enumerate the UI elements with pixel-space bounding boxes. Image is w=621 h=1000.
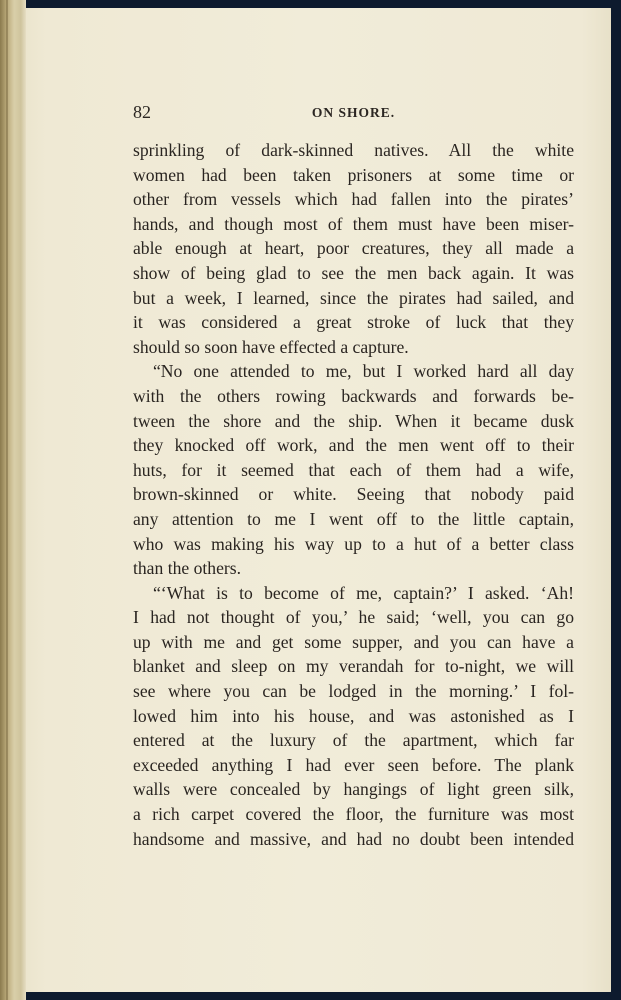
text-line: up with me and get some supper, and you can have a: [133, 631, 574, 652]
text-line: entered at the luxury of the apartment, which far: [133, 730, 574, 751]
body-text: [133, 138, 574, 851]
text-line: blanket and sleep on my verandah for to-night, we will: [133, 656, 574, 677]
page-number: 82: [133, 102, 151, 122]
text-line: women had been taken prisoners at some time or: [133, 164, 574, 185]
text-line: “‘What is to become of me, captain?’ I asked. ‘Ah!: [153, 582, 574, 603]
text-line: able enough at heart, poor creatures, they all made a: [133, 238, 574, 259]
text-line: I had not thought of you,’ he said; ‘well, you can go: [133, 607, 574, 628]
book-spine-edge: [0, 0, 26, 1000]
text-line: than the others.: [133, 558, 241, 579]
text-line: lowed him into his house, and was astonished as I: [133, 705, 574, 726]
text-line: they knocked off work, and the men went off to their: [133, 435, 574, 456]
text-line: it was considered a great stroke of luck that they: [133, 312, 574, 333]
text-line: sprinkling of dark-skinned natives. All the white: [133, 140, 574, 160]
text-line: a rich carpet covered the floor, the furniture was most: [133, 804, 574, 825]
text-line: but a week, I learned, since the pirates had sailed, and: [133, 287, 574, 308]
page-edge-shadow: [611, 0, 621, 1000]
text-line: huts, for it seemed that each of them had a wife,: [133, 459, 574, 480]
text-line: hands, and though most of them must have been miser-: [133, 213, 574, 234]
text-line: should so soon have effected a capture.: [133, 336, 409, 357]
text-line: with the others rowing backwards and forwards be-: [133, 385, 574, 406]
text-line: tween the shore and the ship. When it became dusk: [133, 410, 574, 431]
text-line: walls were concealed by hangings of light green silk,: [133, 779, 574, 800]
text-line: show of being glad to see the men back again. It was: [133, 262, 574, 283]
text-line: handsome and massive, and had no doubt been intended: [133, 828, 574, 849]
text-line: “No one attended to me, but I worked hard all day: [153, 361, 574, 382]
text-line: brown-skinned or white. Seeing that nobody paid: [133, 484, 574, 505]
text-line: see where you can be lodged in the morning.’ I fol-: [133, 681, 574, 702]
text-line: who was making his way up to a hut of a better class: [133, 533, 574, 554]
text-line: any attention to me I went off to the little captain,: [133, 508, 574, 529]
page-header: [133, 102, 574, 130]
text-line: exceeded anything I had ever seen before. The plank: [133, 754, 574, 775]
text-line: other from vessels which had fallen into the pirates’: [133, 189, 574, 210]
running-head: ON SHORE.: [311, 105, 396, 120]
